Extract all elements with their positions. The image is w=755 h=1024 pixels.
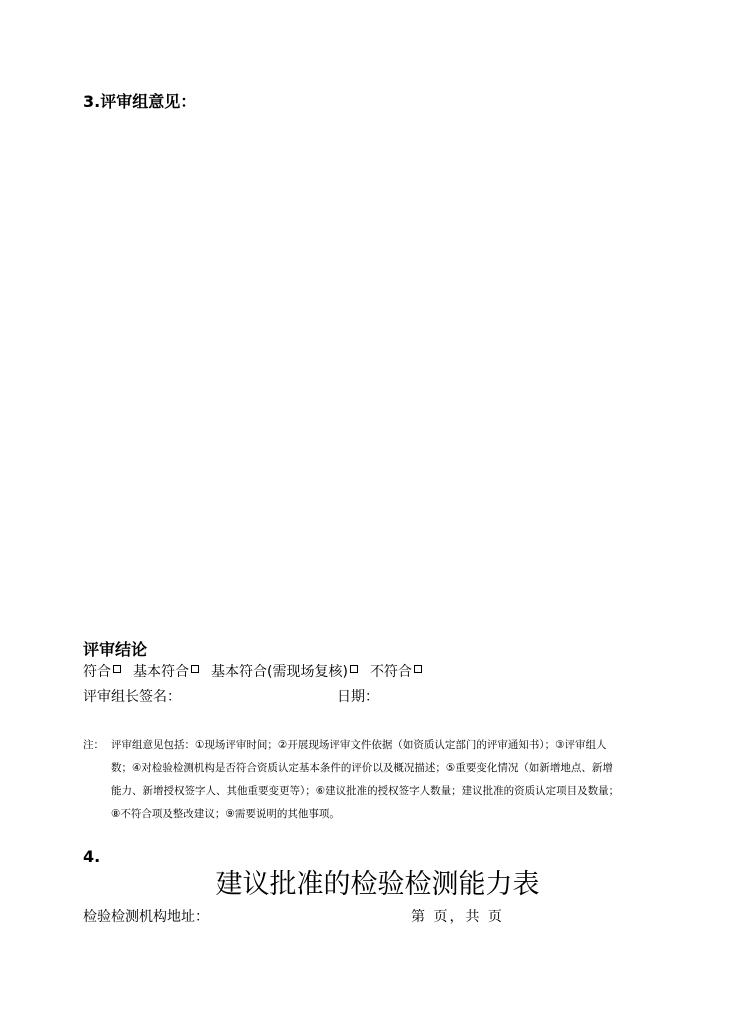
option-label: 基本符合(需现场复核) (211, 664, 348, 680)
note-line: 评审组意见包括：①现场评审时间；②开展现场评审文件依据（如资质认定部门的评审通知书）；③评审组人 (111, 739, 607, 751)
date-label: 日期： (337, 689, 379, 705)
option-label: 符合 (83, 664, 111, 680)
note-line: 数；④对检验检测机构是否符合资质认定基本条件的评价以及概况描述；⑤重要变化情况（如新增地点、新增 (111, 762, 613, 774)
section-3-heading: 3.评审组意见： (83, 92, 197, 111)
option-conform[interactable] (83, 661, 121, 681)
page-number: 第 页，共 页 (411, 909, 504, 925)
option-label: 基本符合 (133, 664, 189, 680)
checkbox-icon[interactable] (350, 665, 358, 673)
checkbox-icon[interactable] (414, 665, 422, 673)
section-4-number: 4. (83, 847, 101, 866)
option-basically-conform-recheck[interactable] (211, 661, 358, 681)
conclusion-title: 评审结论 (83, 640, 148, 659)
institution-address-label: 检验检测机构地址： (83, 909, 209, 925)
capability-table-title: 建议批准的检验检测能力表 (215, 869, 540, 900)
leader-sign-label: 评审组长签名： (83, 689, 181, 705)
note-block (83, 734, 673, 826)
checkbox-icon[interactable] (191, 665, 199, 673)
checkbox-icon[interactable] (113, 665, 121, 673)
option-label: 不符合 (369, 664, 412, 680)
note-label: 注： (83, 739, 104, 751)
option-basically-conform[interactable] (133, 661, 199, 681)
note-line: ⑧不符合项及整改建议；⑨需要说明的其他事项。 (111, 808, 340, 820)
conclusion-options (83, 661, 422, 681)
option-not-conform[interactable] (370, 661, 422, 681)
note-line: 能力、新增授权签字人、其他重要变更等）；⑥建议批准的授权签字人数量；建议批准的资质认定项目及数量； (111, 785, 620, 797)
